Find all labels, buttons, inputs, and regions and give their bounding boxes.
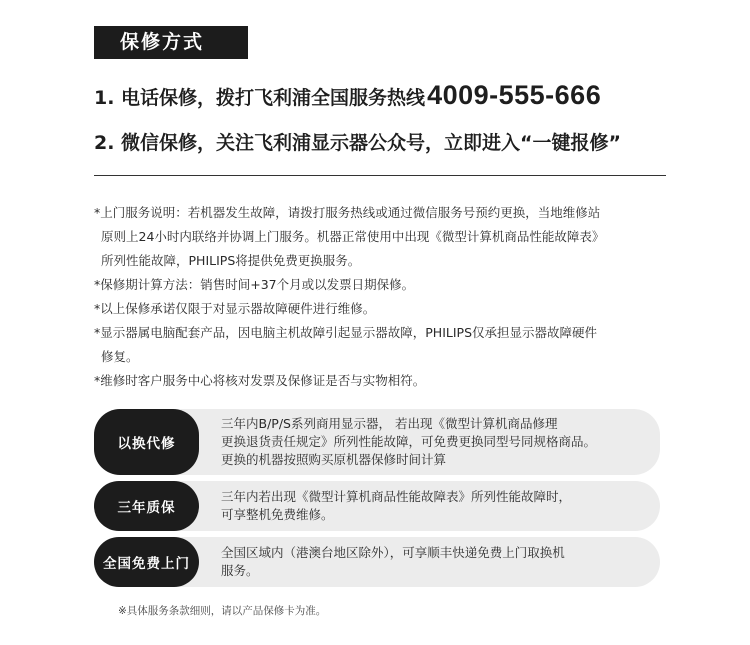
note-line: 所列性能故障，PHILIPS将提供免费更换服务。 (101, 253, 361, 268)
service-description (221, 481, 646, 531)
service-line: 更换退货责任规定》所列性能故障，可免费更换同型号同规格商品。 (221, 434, 597, 449)
service-line: 更换的机器按照购买原机器保修时间计算 (221, 452, 447, 467)
note-line: *保修期计算方法：销售时间+37个月或以发票日期保修。 (94, 277, 415, 292)
footnote: ※具体服务条款细则，请以产品保修卡为准。 (118, 605, 327, 617)
service-label: 三年质保 (94, 481, 199, 531)
note-onsite (94, 201, 674, 273)
divider (94, 175, 666, 176)
note-line: 原则上24小时内联络并协调上门服务。机器正常使用中出现《微型计算机商品性能故障表》 (101, 229, 605, 244)
method-wechat-text: 2. 微信保修，关注飞利浦显示器公众号，立即进入“一键报修” (94, 132, 622, 154)
method-wechat (94, 128, 621, 155)
note-scope (94, 297, 674, 321)
service-line: 全国区域内（港澳台地区除外），可享顺丰快递免费上门取换机 (221, 545, 565, 560)
note-line: *维修时客户服务中心将核对发票及保修证是否与实物相符。 (94, 373, 426, 388)
note-invoice (94, 369, 674, 393)
service-row-onsite (94, 537, 660, 587)
hotline-number: 4009-555-666 (427, 80, 602, 110)
note-pc (94, 321, 674, 369)
note-line: 修复。 (101, 349, 139, 364)
service-row-exchange (94, 409, 660, 475)
service-row-warranty (94, 481, 660, 531)
service-line: 三年内若出现《微型计算机商品性能故障表》所列性能故障时， (221, 489, 572, 504)
service-description (221, 537, 646, 587)
service-label: 以换代修 (94, 409, 199, 475)
service-line: 可享整机免费维修。 (221, 507, 334, 522)
note-period (94, 273, 674, 297)
service-line: 三年内B/P/S系列商用显示器， 若出现《微型计算机商品修理 (221, 416, 558, 431)
note-line: *显示器属电脑配套产品，因电脑主机故障引起显示器故障，PHILIPS仅承担显示器故障硬件 (94, 325, 597, 340)
service-label: 全国免费上门 (94, 537, 199, 587)
service-description (221, 409, 646, 475)
note-line: *上门服务说明：若机器发生故障，请拨打服务热线或通过微信服务号预约更换，当地维修站 (94, 205, 601, 220)
method-phone-text: 1. 电话保修，拨打飞利浦全国服务热线 (94, 87, 426, 109)
method-phone (94, 80, 601, 111)
note-line: *以上保修承诺仅限于对显示器故障硬件进行维修。 (94, 301, 376, 316)
notes-list (94, 201, 674, 393)
service-line: 服务。 (221, 563, 259, 578)
section-title: 保修方式 (94, 26, 248, 59)
